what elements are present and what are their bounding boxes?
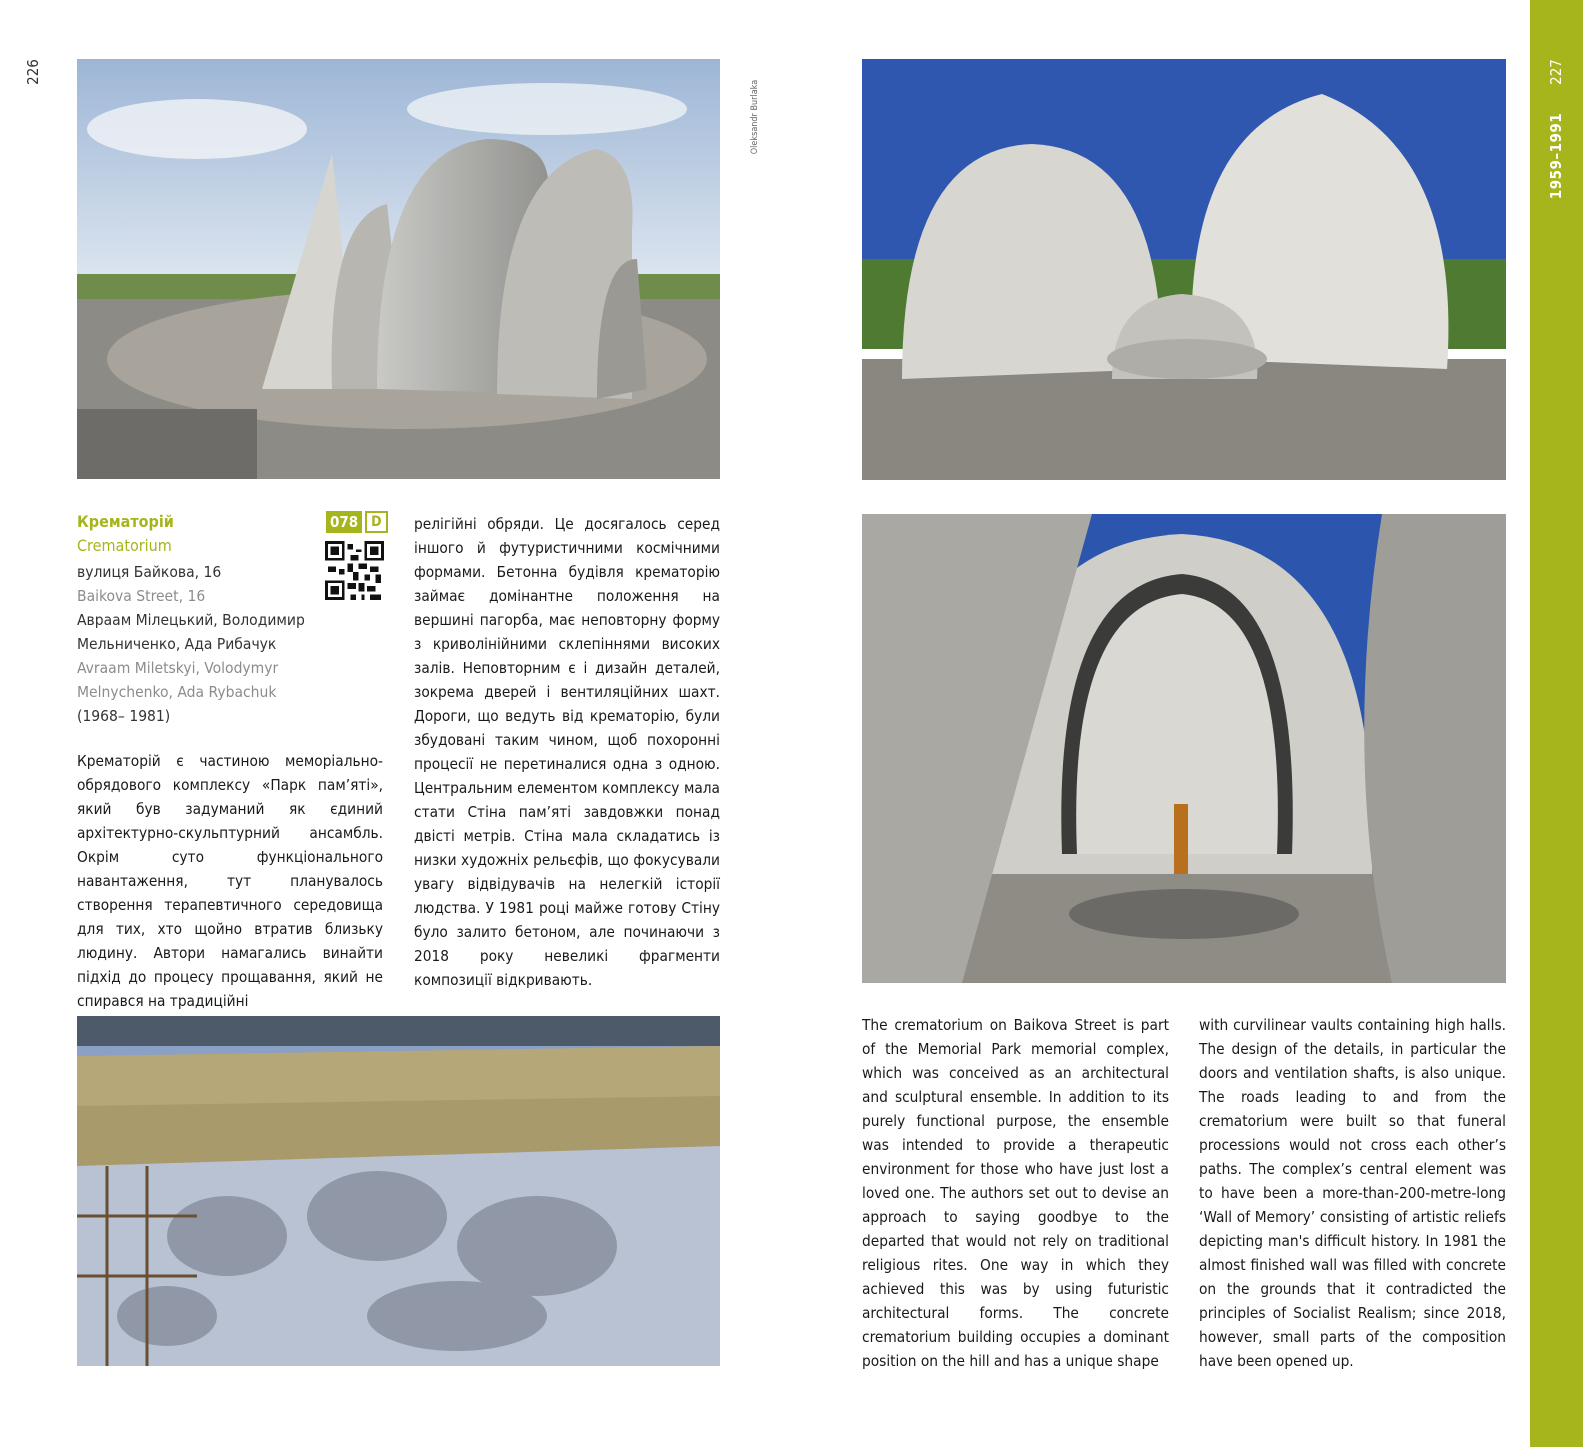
address-ua: вулиця Байкова, 16 (77, 563, 222, 581)
entry-title-ua: Крематорій (77, 512, 174, 531)
authors-en-line2: Melnychenko, Ada Rybachuk (77, 683, 277, 701)
text-en-column-1: The crematorium on Baikova Street is part of the Memorial Park memorial complex, which was conceived as an architectural and sculptural ensemble. In addition to its purely functional purpose, the ensemble was intended to provide a therapeutic environment for those who have just lost a loved one. The authors set out to devise an approach to saying goodbye to the departed that would not rely on traditional religious rites. One way in which they achieved this was by using futuristic architectural forms. The concrete crematorium building occupies a dominant position on the hill and has a unique shape (862, 1016, 1169, 1370)
years: (1968– 1981) (77, 707, 171, 725)
photo-credit: Oleksandr Burlaka (750, 79, 760, 155)
text-ua-column-2: релігійні обряди. Це досягалось серед іншого й футуристичними космічними формами. Бетонна будівля крематорію займає домінантне положення на вершині пагорба, має неповторну форму з криволінійними склепіннями високих залів. Неповторним є і дизайн деталей, зокрема дверей і вентиляційних шахт. Дороги, що ведуть від крематорію, були збудовані таким чином, щоб похоронні процесії не перетиналися одна з одною. Центральним елементом комплексу мала стати Стіна пам’яті завдовжки понад двісті метрів. Стіна мала складатись із низки художніх рельєфів, що фокусували увагу відвідувачів на нелегкій історії людства. У 1981 році майже готову Стіну було залито бетоном, але починаючи з 2018 року невеликі фрагменти композиції відкривають. (414, 515, 720, 989)
page-number-left: 226 (24, 59, 42, 85)
photo-crematorium-entrance (862, 514, 1506, 983)
authors-ua-line2: Мельниченко, Ада Рибачук (77, 635, 277, 653)
text-en-column-2: with curvilinear vaults containing high halls. The design of the details, in particular the doors and ventilation shafts, is also unique. The roads leading to and from the crematorium were built so that funeral processions would not cross each other’s paths. The complex’s central element was to have been a more-than-200-metre-long ‘Wall of Memory’ consisting of artistic reliefs depicting man's difficult history. In 1981 the almost finished wall was filled with concrete on the grounds that it contradicted the principles of Socialist Realism; since 2018, however, small parts of the composition have been opened up. (1199, 1016, 1506, 1370)
era-label: 1959–1991 (1547, 112, 1565, 200)
entry-code-letter: D (365, 511, 387, 533)
address-en: Baikova Street, 16 (77, 587, 206, 605)
entry-code-number: 078 (326, 511, 362, 533)
text-ua-column-1: Крематорій є частиною меморіально-обрядового комплексу «Парк пам’яті», який був задуманий як єдиний архітектурно-скульптурний ансамбль. Окрім суто функціонального навантаження, тут планувалось створення терапевтичного середовища для тих, хто щойно втратив близьку людину. Автори намагались винайти підхід до процесу прощавання, який не спирався на традиційні (77, 752, 383, 1010)
entry-title-en: Crematorium (77, 536, 172, 555)
photo-crematorium-shells (862, 59, 1506, 480)
photo-wall-of-memory (77, 1016, 720, 1366)
entry-code (326, 511, 388, 533)
authors-ua-line1: Авраам Мілецький, Володимир (77, 611, 305, 629)
photo-crematorium-wide (77, 59, 720, 479)
authors-en-line1: Avraam Miletskyi, Volodymyr (77, 659, 279, 677)
page-number-right: 227 (1547, 59, 1565, 85)
entry-meta (77, 560, 337, 728)
chapter-strip (1530, 0, 1583, 1447)
